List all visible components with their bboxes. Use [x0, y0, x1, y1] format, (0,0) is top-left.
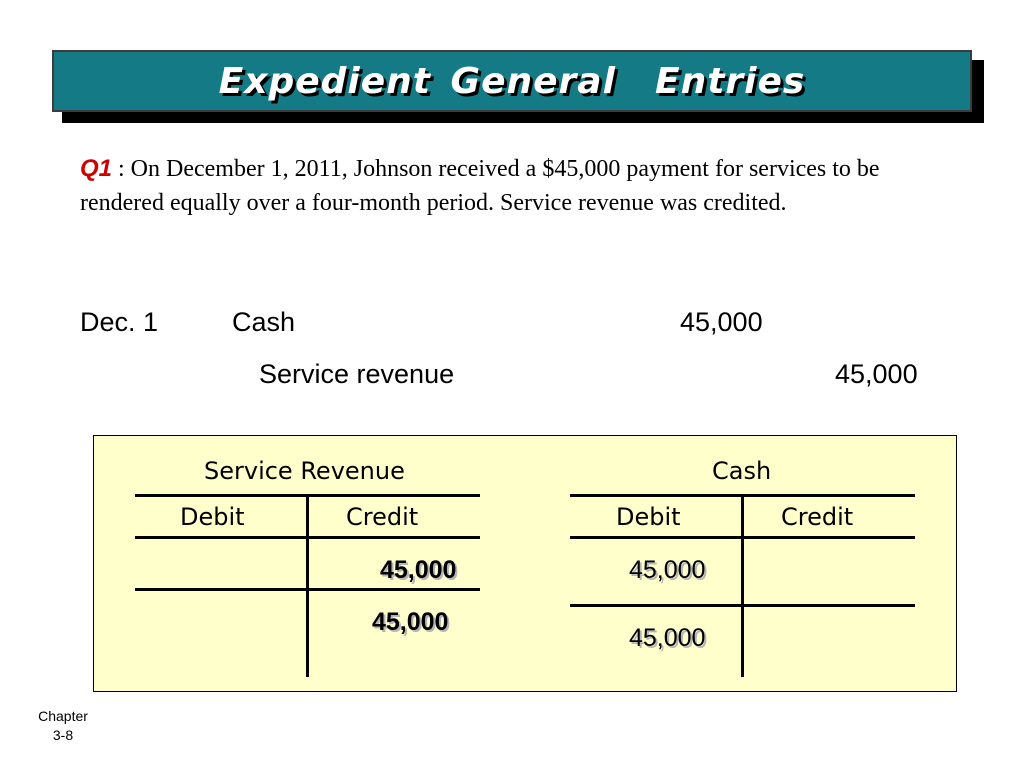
journal-debit-account: Cash: [232, 307, 296, 337]
chapter-label: Chapter: [38, 708, 88, 724]
slide-title: Expedient General Entries: [218, 60, 806, 102]
debit-header: Debit: [616, 503, 681, 531]
t-account-divider: [306, 494, 309, 677]
credit-header: Credit: [346, 503, 419, 531]
journal-credit-amount: 45,000: [835, 359, 918, 389]
debit-entry: 45,000: [629, 556, 706, 584]
journal-date: Dec. 1: [80, 307, 159, 337]
question-paragraph: [80, 152, 960, 220]
t-account-divider: [741, 494, 744, 677]
t-account-total-line: [570, 604, 915, 607]
debit-balance: 45,000: [629, 624, 706, 652]
credit-header: Credit: [781, 503, 854, 531]
question-text: : On December 1, 2011, Johnson received a $45,000 payment for services to be rendered equally over a four-month period. Service revenue was credited.: [80, 156, 880, 216]
t-account-total-line: [135, 588, 480, 591]
credit-balance: 45,000: [372, 608, 449, 636]
question-label: Q1: [80, 155, 113, 182]
debit-header: Debit: [180, 503, 245, 531]
t-account-panel: [93, 435, 957, 692]
journal-credit-account: Service revenue: [259, 359, 455, 389]
title-banner: [52, 50, 972, 112]
t-account-title: Cash: [712, 457, 772, 485]
t-account-title: Service Revenue: [204, 457, 405, 485]
chapter-page-number: 3-8: [52, 727, 74, 743]
chapter-footer: [26, 707, 100, 745]
credit-entry: 45,000: [380, 556, 457, 584]
journal-debit-amount: 45,000: [680, 307, 763, 337]
